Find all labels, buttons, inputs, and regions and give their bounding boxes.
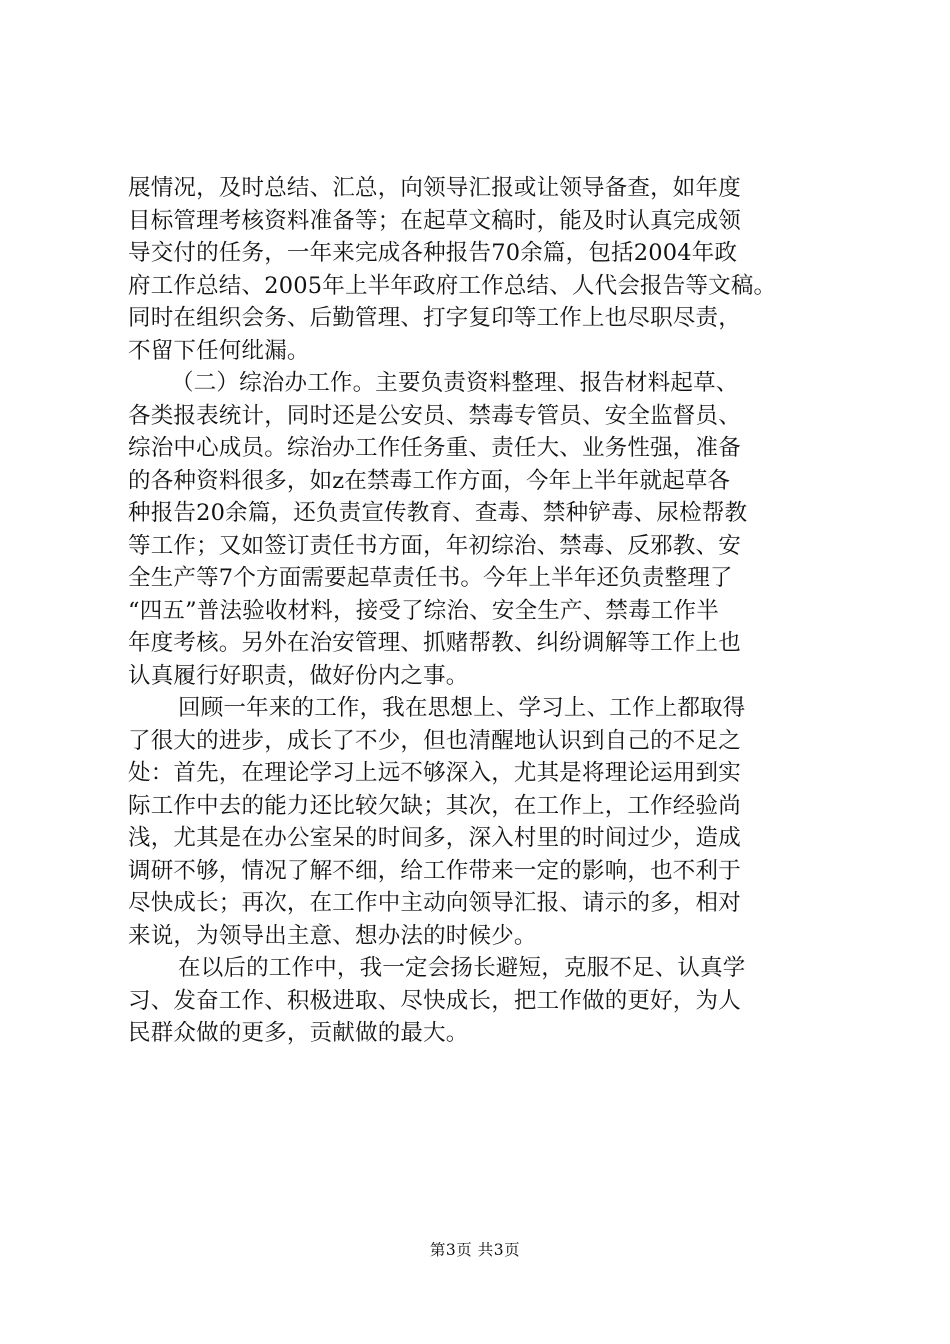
- text-line: 同时在组织会务、后勤管理、打字复印等工作上也尽职尽责，: [128, 305, 741, 331]
- document-body: [128, 172, 840, 1050]
- text-line: 处：首先，在理论学习上远不够深入，尤其是将理论运用到实: [128, 760, 741, 786]
- text-line: 认真履行好职责，做好份内之事。: [128, 662, 469, 689]
- text-line: 习、发奋工作、积极进取、尽快成长，把工作做的更好，为人: [128, 987, 741, 1014]
- text-line: 导交付的任务，一年来完成各种报告70余篇，包括2004年政: [128, 240, 738, 266]
- page-number-footer: 第3页 共3页: [429, 1241, 521, 1259]
- text-line: 种报告20余篇，还负责宣传教育、查毒、禁种铲毒、尿检帮教: [128, 500, 748, 526]
- text-line: 尽快成长；再次，在工作中主动向领导汇报、请示的多，相对: [128, 890, 741, 916]
- text-line: 府工作总结、2005年上半年政府工作总结、人代会报告等文稿。: [128, 272, 777, 299]
- text-line: 不留下任何纰漏。: [128, 337, 310, 364]
- paragraph-start-line: 在以后的工作中，我一定会扬长避短，克服不足、认真学: [178, 955, 746, 981]
- text-line: 展情况，及时总结、汇总，向领导汇报或让领导备查，如年度: [128, 175, 741, 201]
- paragraph-start-line: 回顾一年来的工作，我在思想上、学习上、工作上都取得: [178, 695, 746, 721]
- text-line: 各类报表统计，同时还是公安员、禁毒专管员、安全监督员、: [128, 402, 741, 429]
- text-line: 年度考核。另外在治安管理、抓赌帮教、纠纷调解等工作上也: [128, 630, 741, 656]
- text-line: 目标管理考核资料准备等；在起草文稿时，能及时认真完成领: [128, 207, 741, 234]
- text-line: 浅，尤其是在办公室呆的时间多，深入村里的时间过少，造成: [128, 825, 741, 851]
- text-line: 际工作中去的能力还比较欠缺；其次，在工作上，工作经验尚: [128, 792, 741, 819]
- text-line: 综治中心成员。综治办工作任务重、责任大、业务性强，准备: [128, 435, 741, 461]
- text-line: 全生产等7个方面需要起草责任书。今年上半年还负责整理了: [128, 565, 733, 591]
- text-line: 民群众做的更多，贡献做的最大。: [128, 1020, 469, 1046]
- text-line: “四五”普法验收材料，接受了综治、安全生产、禁毒工作半: [128, 597, 719, 624]
- text-line: 等工作；又如签订责任书方面，年初综治、禁毒、反邪教、安: [128, 532, 741, 559]
- text-line: 了很大的进步，成长了不少，但也清醒地认识到自己的不足之: [128, 727, 741, 754]
- text-line: 调研不够，情况了解不细，给工作带来一定的影响，也不利于: [128, 857, 741, 884]
- section-heading-line: （二）综治办工作。主要负责资料整理、报告材料起草、: [171, 370, 739, 396]
- text-line: 的各种资料很多，如z在禁毒工作方面，今年上半年就起草各: [128, 467, 731, 494]
- text-line: 来说，为领导出主意、想办法的时候少。: [128, 922, 537, 949]
